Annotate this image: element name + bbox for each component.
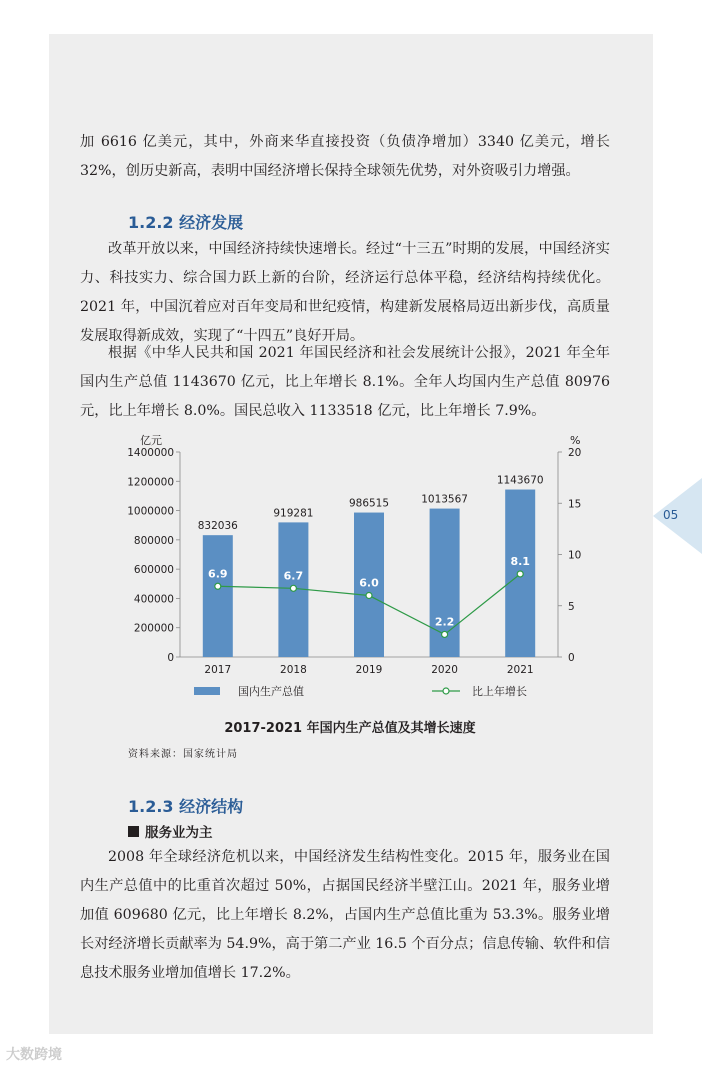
gdp-bar-value-label: 986515 [348,497,390,510]
left-axis-unit: 亿元 [140,434,162,447]
right-axis-tick-label: 5 [568,600,575,613]
x-axis-year-label: 2017 [204,664,232,676]
right-axis-unit: % [570,434,581,447]
left-axis-tick-label: 0 [167,652,174,664]
left-axis-tick-label: 1200000 [127,476,174,489]
development-paragraph-1: 改革开放以来，中国经济持续快速增长。经过“十三五”时期的发展，中国经济实力、科技实力、综合国力跃上新的台阶，经济运行总体平稳，经济结构持续优化。2021 年，中国沉着应对百年变局和世纪疫情，构建新发展格局迈出新步伐，高质量发展取得新成效，实现了“十四五”良好开局。 [80,241,610,344]
watermark-logo: 大数跨境 [6,1047,62,1063]
gdp-bar-value-label: 832036 [197,520,238,533]
gdp-bar-value-label: 1013567 [421,493,468,506]
growth-value-label: 6.9 [208,567,228,581]
intro-paragraph: 加 6616 亿美元，其中，外商来华直接投资（负债净增加）3340 亿美元，增长 32%，创历史新高，表明中国经济增长保持全球领先优势，对外资吸引力增强。 [80,134,610,179]
gdp-chart [120,430,590,715]
structure-paragraph: 2008 年全球经济危机以来，中国经济发生结构性变化。2015 年，服务业在国内生产总值中的比重首次超过 50%，占据国民经济半壁江山。2021 年，服务业增加值 609680 亿元，比上年增长 8.2%，占国内生产总值比重为 53.3%。服务业增长对经济增长贡献率为 54.9%，高于第二产业 16.5 个百分点；信息传输、软件和信息技术服务业增加值增长 17.2%。 [80,849,611,981]
x-axis-year-label: 2019 [355,664,383,676]
gdp-bars [203,490,535,657]
growth-point [366,593,372,599]
right-axis-tick-label: 0 [568,652,575,664]
growth-value-label: 2.2 [434,615,455,629]
legend-bar-swatch [194,687,220,695]
chart-title: 2017-2021 年国内生产总值及其增长速度 [224,721,476,736]
right-axis-tick-label: 10 [568,549,582,562]
legend-line-label: 比上年增长 [472,685,527,698]
left-axis-ticks [127,447,180,664]
growth-point [215,583,221,589]
left-axis-tick-label: 800000 [133,534,174,547]
gdp-bar-value-label: 1143670 [496,474,544,487]
x-axis-year-label: 2018 [280,664,307,676]
data-source: 资料来源：国家统计局 [128,749,238,760]
growth-value-label: 6.0 [359,576,379,590]
section-title-economic-development: 1.2.2 经济发展 [128,213,244,232]
growth-point [517,571,523,577]
section-title-economic-structure: 1.2.3 经济结构 [128,797,244,816]
subheading-text: 服务业为主 [145,825,213,841]
x-axis-year-label: 2021 [506,664,534,676]
left-axis-tick-label: 400000 [133,593,174,606]
subheading-services [128,821,213,841]
growth-value-label: 6.7 [283,569,304,583]
legend-bar-label: 国内生产总值 [238,685,304,698]
legend-line-marker [443,688,449,694]
x-axis-labels [204,664,533,676]
left-axis-tick-label: 1400000 [127,447,174,459]
growth-value-label: 8.1 [510,554,530,568]
page-number: 05 [663,508,679,522]
growth-point [290,585,296,591]
growth-point [442,631,448,637]
gdp-bar [203,535,233,657]
right-axis-ticks [558,447,581,664]
left-axis-tick-label: 200000 [133,622,174,635]
gdp-bar-value-label: 919281 [273,507,314,520]
square-bullet-icon [128,826,139,837]
x-axis-year-label: 2020 [431,664,458,676]
left-axis-tick-label: 1000000 [127,505,174,518]
right-axis-tick-label: 15 [568,498,582,511]
right-axis-tick-label: 20 [568,447,582,459]
left-axis-tick-label: 600000 [133,564,174,577]
development-paragraph-2: 根据《中华人民共和国 2021 年国民经济和社会发展统计公报》，2021 年全年国内生产总值 1143670 亿元，比上年增长 8.1%。全年人均国内生产总值 80976 元，比上年增长 8.0%。国民总收入 1133518 亿元，比上年增长 7.9%。 [80,345,610,419]
